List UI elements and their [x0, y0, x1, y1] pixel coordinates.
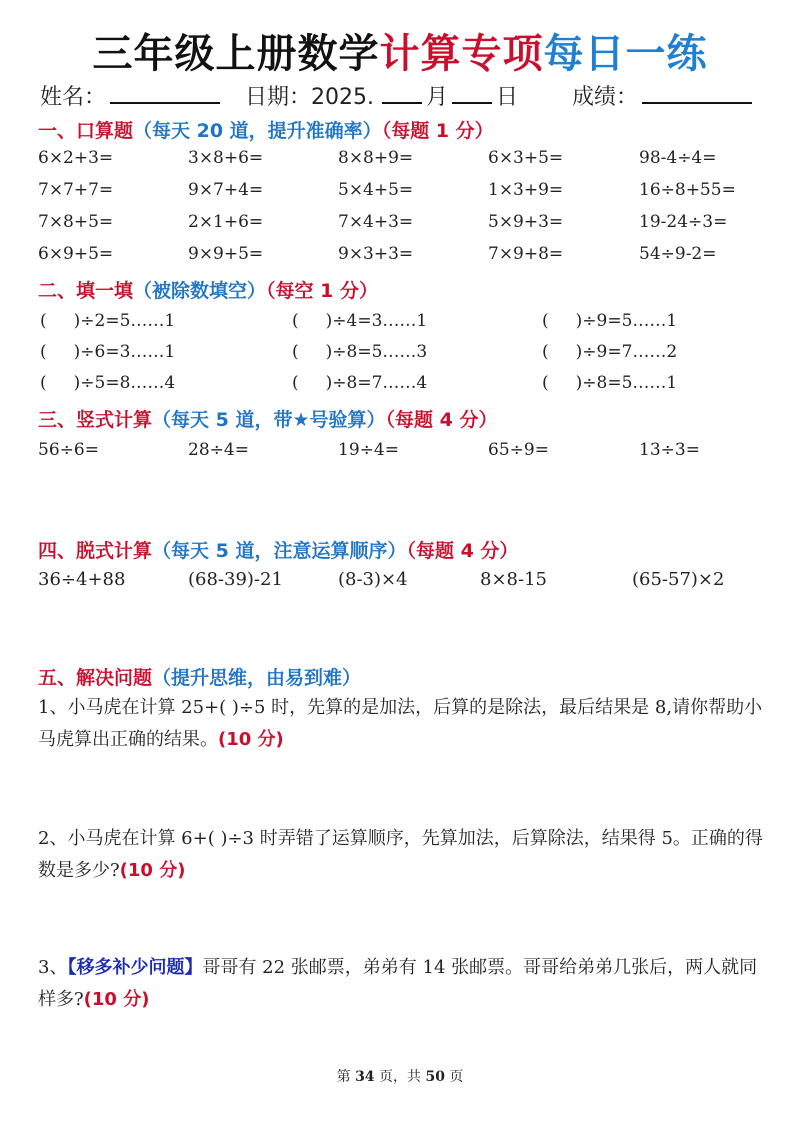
info-line — [40, 80, 760, 110]
footer-suffix: 页 — [444, 1069, 464, 1085]
fill-item[interactable]: ( )÷2=5……1 — [40, 311, 176, 331]
section-5-title: 五、解决问题 — [38, 667, 153, 689]
score-blank[interactable] — [642, 80, 752, 104]
day-blank[interactable] — [452, 80, 492, 104]
footer-total-pages: 50 — [425, 1069, 445, 1085]
section-4-note: （每天 5 道，注意运算顺序） — [152, 540, 407, 562]
problem-1 — [38, 692, 766, 756]
section-2-points: （每空 1 分） — [266, 280, 378, 302]
oral-item: 5×9+3= — [488, 212, 564, 232]
section-4-title: 四、脱式计算 — [38, 540, 153, 562]
oral-item: 9×9+5= — [188, 244, 264, 264]
section-4-items — [0, 569, 800, 599]
fill-item[interactable]: ( )÷9=5……1 — [542, 311, 678, 331]
oral-item: 6×2+3= — [38, 148, 114, 168]
title-part-3: 每日一练 — [543, 31, 708, 77]
section-3-heading — [38, 405, 497, 432]
footer-prefix: 第 — [336, 1069, 356, 1085]
oral-item: 7×8+5= — [38, 212, 114, 232]
oral-item: 5×4+5= — [338, 180, 414, 200]
day-label: 日 — [496, 85, 519, 110]
oral-item: 9×3+3= — [338, 244, 414, 264]
stepwise-calc-item: (8-3)×4 — [338, 569, 408, 590]
section-2-note: （被除数填空） — [133, 280, 267, 302]
section-3-items — [0, 440, 800, 470]
oral-item: 98-4÷4= — [639, 148, 717, 168]
title-part-1: 三年级上册数学 — [92, 31, 380, 77]
problem-3-tag: 【移多补少问题】 — [67, 957, 203, 978]
oral-item: 2×1+6= — [188, 212, 264, 232]
section-3-title: 三、竖式计算 — [38, 409, 153, 431]
oral-item: 3×8+6= — [188, 148, 264, 168]
problem-2-score: (10 分) — [119, 860, 186, 881]
title-part-2: 计算专项 — [379, 31, 544, 77]
section-1-grid — [0, 148, 800, 278]
score-label: 成绩： — [572, 85, 639, 110]
month-label: 月 — [426, 85, 449, 110]
fill-item[interactable]: ( )÷4=3……1 — [292, 311, 428, 331]
fill-item[interactable]: ( )÷5=8……4 — [40, 373, 176, 393]
stepwise-calc-item: (68-39)-21 — [188, 569, 283, 590]
fill-item[interactable]: ( )÷8=7……4 — [292, 373, 428, 393]
section-3-note: （每天 5 道，带★号验算） — [152, 409, 386, 431]
oral-item: 6×9+5= — [38, 244, 114, 264]
problem-3 — [38, 952, 766, 1016]
month-blank[interactable] — [382, 80, 422, 104]
problem-3-text: 哥哥有 22 张邮票，弟弟有 14 张邮票。哥哥给弟弟几张后，两人就同样多? — [38, 957, 758, 1010]
section-1-points: （每题 1 分） — [381, 120, 494, 142]
page-title — [0, 22, 800, 79]
oral-item: 1×3+9= — [488, 180, 564, 200]
date-label: 日期：2025. — [245, 85, 374, 110]
fill-item[interactable]: ( )÷8=5……3 — [292, 342, 428, 362]
page-footer — [0, 1066, 800, 1086]
vertical-calc-item: 19÷4= — [338, 440, 399, 460]
problem-1-score: (10 分) — [218, 729, 284, 750]
oral-item: 54÷9-2= — [639, 244, 717, 264]
stepwise-calc-item: 36÷4+88 — [38, 569, 126, 590]
problem-3-score: (10 分) — [83, 989, 150, 1010]
vertical-calc-item: 28÷4= — [188, 440, 249, 460]
section-4-points: （每题 4 分） — [406, 540, 519, 562]
oral-item: 9×7+4= — [188, 180, 264, 200]
section-5-heading — [38, 663, 361, 690]
oral-item: 7×7+7= — [38, 180, 114, 200]
section-1-note: （每天 20 道，提升准确率） — [133, 120, 382, 142]
section-2-heading — [38, 276, 378, 303]
section-2-title: 二、填一填 — [38, 280, 134, 302]
oral-item: 8×8+9= — [338, 148, 414, 168]
fill-item[interactable]: ( )÷8=5……1 — [542, 373, 678, 393]
name-label: 姓名： — [40, 85, 107, 110]
section-1-title: 一、口算题 — [38, 120, 134, 142]
vertical-calc-item: 65÷9= — [488, 440, 549, 460]
oral-item: 16÷8+55= — [639, 180, 736, 200]
name-blank[interactable] — [110, 80, 220, 104]
problem-2-text: 2、小马虎在计算 6+( )÷3 时弄错了运算顺序，先算加法，后算除法，结果得 5。正确的得数是多少? — [38, 828, 763, 881]
section-1-heading — [38, 116, 494, 143]
problem-2 — [38, 823, 766, 887]
stepwise-calc-item: 8×8-15 — [480, 569, 547, 590]
problem-3-prefix: 3、 — [38, 957, 68, 978]
problem-1-text: 1、小马虎在计算 25+( )÷5 时，先算的是加法，后算的是除法，最后结果是 8,请你帮助小马虎算出正确的结果。 — [38, 697, 763, 750]
fill-item[interactable]: ( )÷6=3……1 — [40, 342, 176, 362]
section-2-grid — [0, 311, 800, 406]
fill-item[interactable]: ( )÷9=7……2 — [542, 342, 678, 362]
section-3-points: （每题 4 分） — [385, 409, 498, 431]
footer-middle: 页，共 — [374, 1069, 426, 1085]
vertical-calc-item: 56÷6= — [38, 440, 99, 460]
section-5-note: （提升思维，由易到难） — [152, 667, 362, 689]
oral-item: 19-24÷3= — [639, 212, 728, 232]
section-4-heading — [38, 536, 518, 563]
oral-item: 7×9+8= — [488, 244, 564, 264]
oral-item: 6×3+5= — [488, 148, 564, 168]
vertical-calc-item: 13÷3= — [639, 440, 700, 460]
oral-item: 7×4+3= — [338, 212, 414, 232]
footer-page-number: 34 — [355, 1069, 375, 1085]
stepwise-calc-item: (65-57)×2 — [632, 569, 725, 590]
